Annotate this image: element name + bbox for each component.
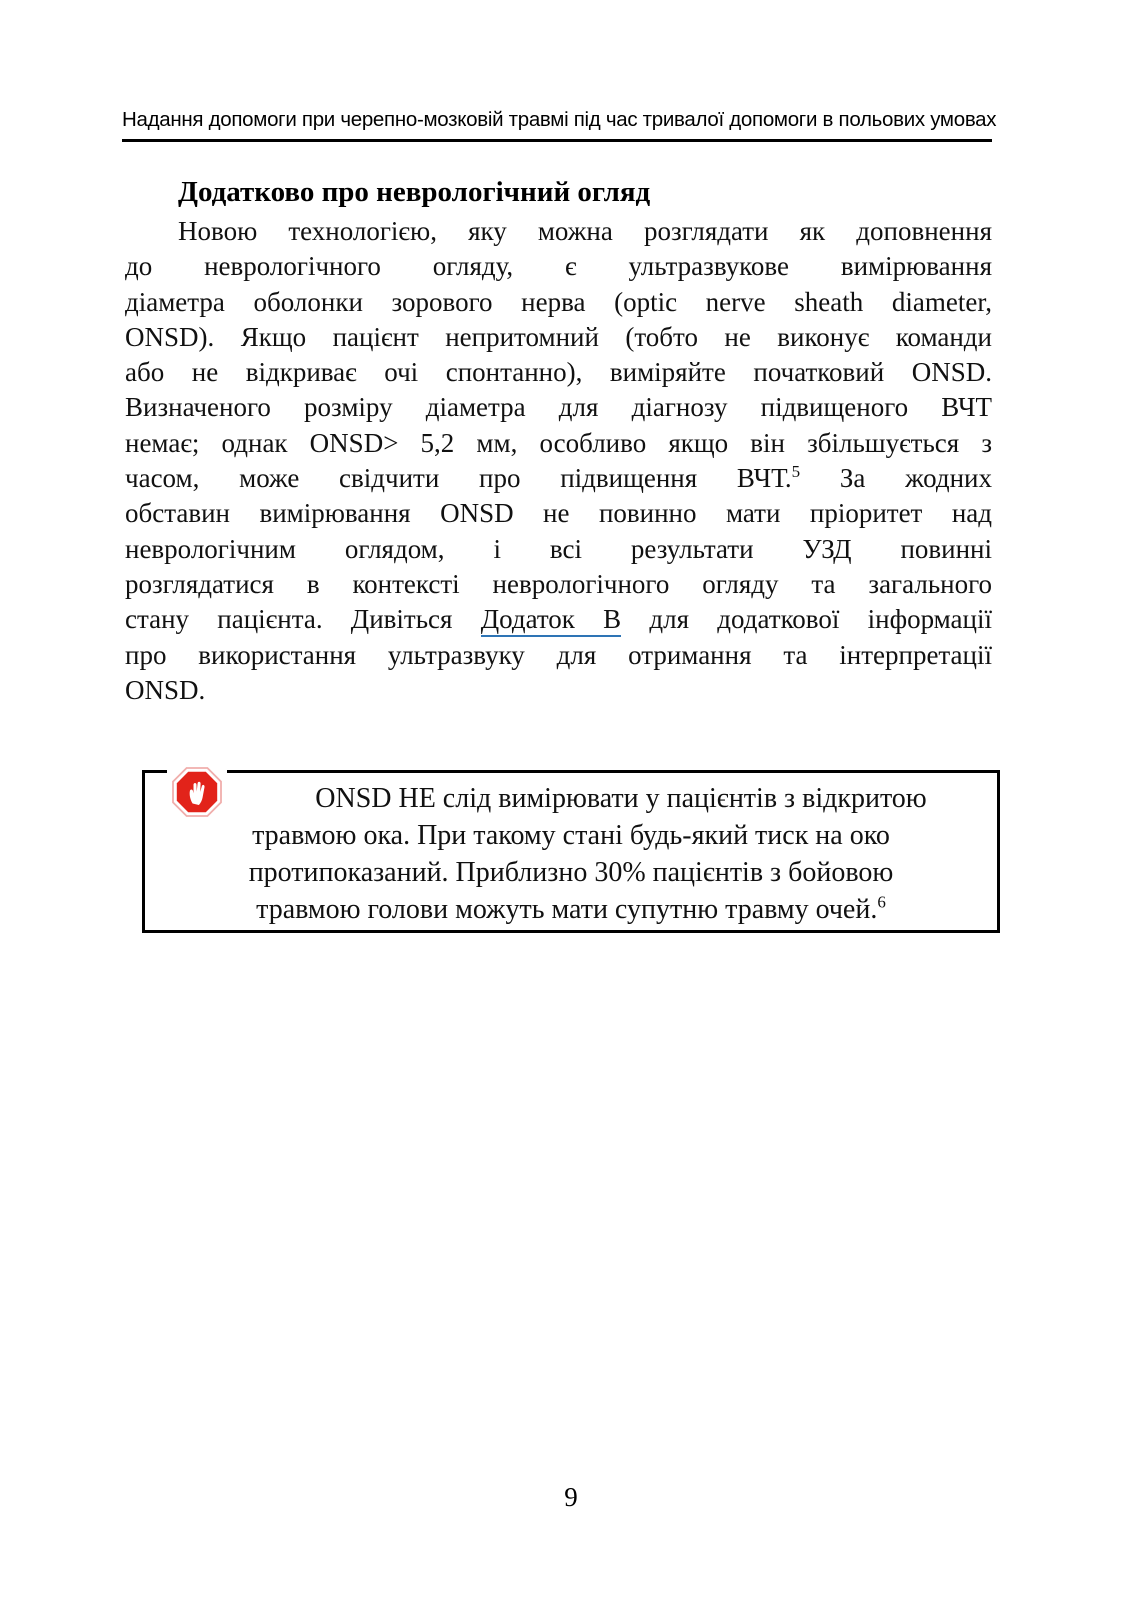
text-line (125, 567, 992, 602)
text-segment: немає; однак ONSD> 5,2 мм, особливо якщо він збільшується з (125, 427, 992, 458)
text-segment: За жодних (800, 463, 992, 494)
text-line (125, 602, 992, 637)
text-segment: діаметра оболонки зорового нерва (optic nerve sheath diameter, (125, 286, 992, 317)
text-line (125, 249, 992, 284)
header-rule (122, 139, 992, 142)
text-line (125, 320, 992, 355)
warning-box (142, 770, 1000, 933)
text-segment: протипоказаний. Приблизно 30% пацієнтів з бойовою (248, 857, 894, 888)
text-segment: до неврологічного огляду, є ультразвукове вимірювання (125, 251, 992, 282)
running-header: Надання допомоги при черепно-мозковій травмі під час тривалої допомоги в польових умовах (122, 108, 997, 131)
text-line (125, 426, 992, 461)
text-segment: ONSD). Якщо пацієнт непритомний (тобто не виконує команди (125, 321, 992, 352)
text-segment: Новою технологією, яку можна розглядати як доповнення (178, 216, 992, 246)
text-line (125, 285, 992, 320)
text-segment: розглядатися в контексті неврологічного огляду та загального (125, 568, 992, 599)
text-line (125, 496, 992, 531)
text-segment: травмою ока. При такому стані будь-який тиск на око (252, 820, 890, 851)
text-line (125, 532, 992, 567)
text-line (145, 854, 997, 891)
text-line (125, 638, 992, 673)
text-segment: для додаткової інформації (621, 604, 992, 635)
page-number: 9 (564, 1482, 578, 1512)
text-line (125, 390, 992, 425)
text-segment: ONSD НЕ слід вимірювати у пацієнтів з відкритою (315, 783, 927, 814)
text-line (125, 214, 992, 249)
footnote-reference: 5 (791, 462, 801, 482)
stop-hand-icon (167, 764, 227, 820)
text-segment: травмою голови можуть мати супутню травму очей. (256, 894, 878, 925)
text-segment: про використання ультразвуку для отримання та інтерпретації (125, 639, 992, 670)
text-line (145, 891, 997, 928)
body-paragraph (125, 214, 992, 708)
text-segment: обставин вимірювання ONSD не повинно мати пріоритет над (125, 498, 992, 529)
text-segment: Визначеного розміру діаметра для діагнозу підвищеного ВЧТ (125, 392, 992, 423)
text-line (245, 780, 997, 817)
warning-text (145, 773, 997, 928)
appendix-b-link[interactable]: Додаток В (481, 604, 621, 637)
text-segment: неврологічним оглядом, і всі результати УЗД повинні (125, 533, 992, 564)
text-segment: або не відкриває очі спонтанно), виміряйте початковий ONSD. (125, 357, 992, 388)
section-heading: Додатково про неврологічний огляд (178, 176, 651, 208)
text-line (145, 817, 997, 854)
text-line (125, 355, 992, 390)
text-segment: стану пацієнта. Дивіться (125, 604, 481, 635)
text-segment: ONSD. (125, 674, 206, 705)
text-line (125, 461, 992, 496)
footnote-reference: 6 (877, 892, 886, 912)
text-line (125, 673, 992, 708)
text-segment: часом, може свідчити про підвищення ВЧТ. (125, 463, 792, 494)
